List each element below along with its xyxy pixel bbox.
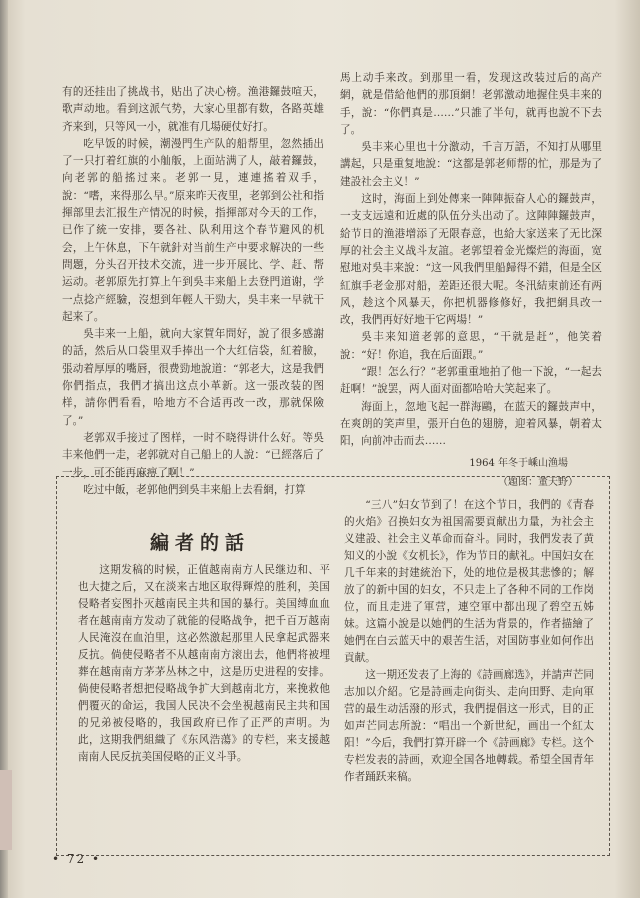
story-paragraph: 吃早饭的时候，潮漫門生产队的船帮里，忽然插出了一只打着红旗的小舢舨，上面站满了人，敲着鑼鼓，向老郭的船搖过来。老郭一見，連連搖着双手，說：“嗜，来得那么早。”原来昨天夜里，老郭到公社和指揮部里去汇报生产情况的时候，指揮部对今天的工作，已作了統一安排，要各社、队利用这个春节避风的机会，上午休息，下午就針对当前生产中要求解决的一些問題，分头召开技术交流，进一步开展比、学、赶、帮运动。老郭原先打算上午到吳丰来船上去登門道谢，学一点捻产經驗，沒想到年輕人干勁大，吳丰来一早就干起来了。 — [62, 137, 324, 323]
story-paragraph: 有的还挂出了挑战书，贴出了决心榜。渔港鑼鼓喧天，歌声动地。看到这派气势，大家心里都有数，各路英雄齐来到，只等风一小，就准有几場硬仗好打。 — [62, 86, 324, 133]
story-paragraph: 这时，海面上到处傳来一陣陣振奋人心的鑼鼓声，一支支远遠和近處的队伍分头出动了。这陣陣鑼鼓声，給节日的渔港增添了无限春意，也給大家送来了无比深厚的社会主义战斗友誼。老郭望着金光燦烂的海面，宽慰地对吳丰来說：“这一风我們里船歸得不錯，但是全区紅旗手老金那对船，差距还很大呢。冬汛結束前还有两风，趁这个风暴天，你把机器修修好，我把網具改一改，我們再好好地干它两場！” — [340, 193, 602, 327]
story-paragraph: 吳丰来知道老郭的意思，“干就是赶”，他笑着說：“好！你追，我在后面跟。” — [340, 331, 602, 361]
editor-note-paragraph: 这一期还发表了上海的《詩画廊选》，并請声芒同志加以介紹。它是詩画走向街头、走向田野、走向軍营的最生动活潑的形式，我們提倡这一形式，目的正如声芒同志所說：“唱出一个新世紀，画出一个紅太阳！”今后，我們打算开辟一个《詩画廊》专栏。这个专栏发表的詩画，欢迎全国各地轉载。希望全国青年作者踊跃来稿。 — [344, 669, 594, 783]
story-paragraph: 吃过中飯，老郭他們到吳丰来船上去看網，打算 — [83, 483, 306, 496]
editor-note-title: 編者的話 — [150, 532, 251, 554]
editor-note-column-left — [78, 562, 330, 766]
story-paragraph: 海面上，忽地飞起一群海鷗，在蓝天的鑼鼓声中，在爽朗的笑声里，張开白色的翅膀，迎着风暴，朝着太阳，向前冲击而去…… — [340, 400, 602, 448]
story-paragraph: 吳丰来一上船，就向大家賀年問好，說了很多感謝的話，然后从口袋里双手捧出一个大红信袋，紅着臉，張动着厚厚的嘴唇，很费勁地說道：“郭老大，这是我們你們指点，我們才搞出这点小革新。这一張改装的图样，請你們看看，哈地方不合适再改一改，那就保險了。” — [62, 328, 324, 427]
story-paragraph: 吳丰来心里也十分激动，千言万語，不知打从哪里講起，只是重复地說：“这都是郭老师帮的忙，那是为了建設社会主义！” — [340, 141, 602, 188]
story-column-left — [62, 84, 324, 499]
page-binding-edge — [0, 0, 8, 898]
story-paragraph: “跟！怎么行？”老郭重重地拍了他一下說，“一起去赶啊！”說罢，两人面对面都哈哈大笑起来了。 — [340, 366, 602, 396]
illustration-credit: （題图：董天野） — [498, 476, 578, 488]
page-number: • 72 • — [52, 852, 102, 866]
editor-note-paragraph: 这期发稿的时候，正值越南南方人民继边和、平也大捷之后，又在淡来古地区取得輝煌的胜利，美国侵略者妄图扑灭越南民主共和国的暴行。美国缚血血者在越南南方发动了就能的侵略战争，把千百万越南人民淹沒在血泊里，这必然激起那里人民拿起武器来反抗。倘使侵略者不从越南南方滚出去，他們将被埋葬在越南南方茅茅丛林之中，这是历史进程的安排。倘使侵略者想把侵略战争扩大到越南北方，来挽救他們覆灭的命运，我国人民决不会坐視越南民主共和国的兄弟被侵略的，我国政府已作了正严的声明。为此，这期我們組織了《东风浩蕩》的专栏，来支援越南南人民反抗美国侵略的正义斗爭。 — [78, 564, 330, 763]
editor-note-column-right — [344, 497, 594, 786]
editor-note-paragraph: “三八”妇女节到了！在这个节日，我們的《青春的火焰》召换妇女为祖国需要貢献出力量，为社会主义建設、社会主义革命而奋斗。同时，我們发表了黄知义的小說《女机长》，作为节日的献礼。中国妇女在几千年来的封建統治下，处的地位是极其悲慘的；解放了的新中国的妇女，不只走上了各种不同的工作岗位，而且走进了軍营，連空軍中都出现了碧空五姊妹。这篇小說是以她們的生活为背景的，作者描繪了她們在白云蓝天中的艰苦生活，对国防事业如何作出貢献。 — [344, 499, 594, 664]
library-stamp — [0, 770, 12, 850]
story-dateline: 1964 年冬于嵊山渔場 — [469, 457, 568, 469]
story-paragraph: 馬上动手来改。到那里一看，发现这改装过后的高产網，就是借給他們的那頂網！老郭激动地握住吳丰来的手，說：“你們真是……”只誰了半句，就再也說不下去了。 — [340, 72, 602, 136]
story-column-right — [340, 70, 602, 491]
story-paragraph: 老郭双手接过了图样，一时不晓得讲什么好。等吳丰来他們一走，老郭就对自己船上的人說：“已經落后了一步，可不能再麻痹了啊！” — [62, 431, 324, 479]
